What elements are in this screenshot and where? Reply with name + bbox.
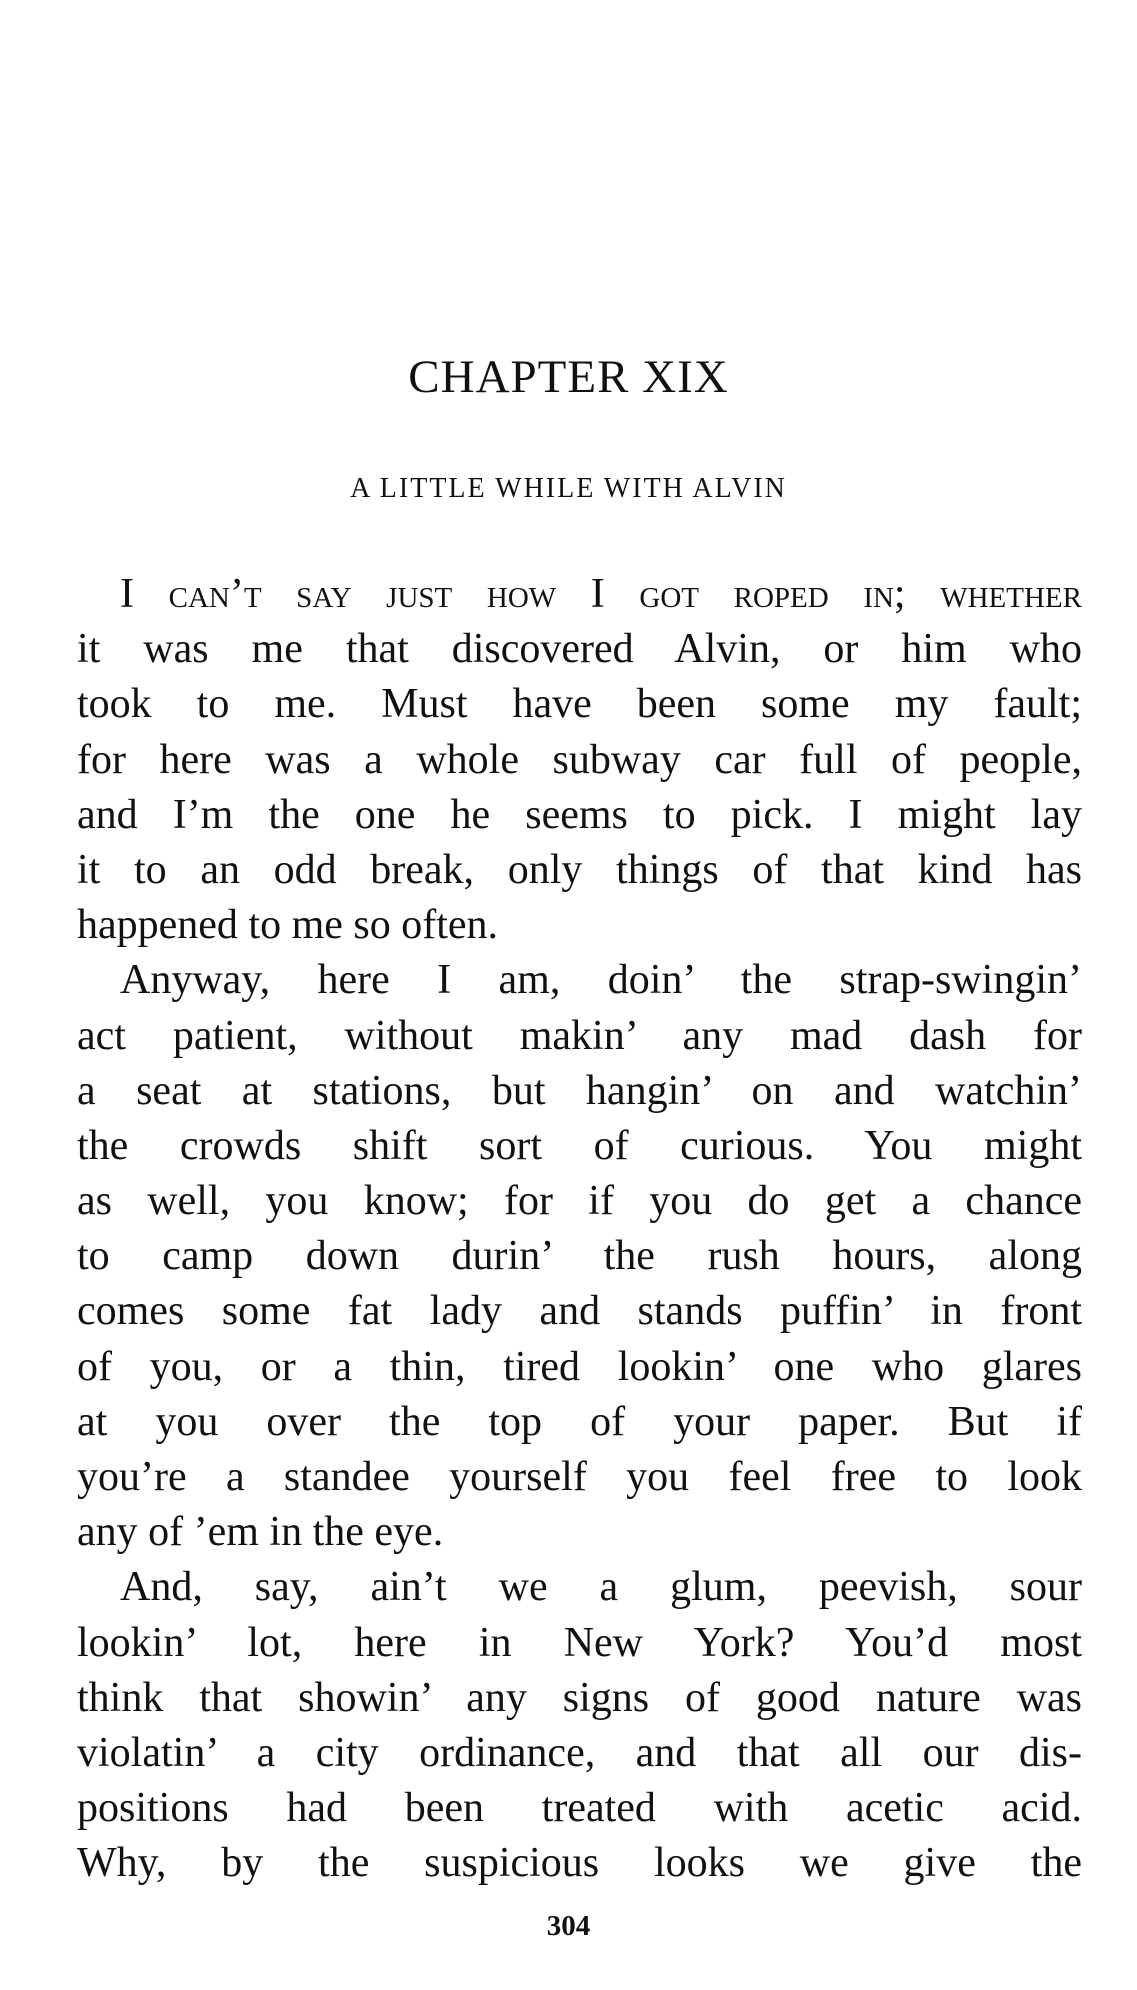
chapter-subtitle: A LITTLE WHILE WITH ALVIN [350,473,787,504]
text-line: Why, by the suspicious looks we give the [77,1840,1082,1887]
text-line: Anyway, here I am, doin’ the strap-swingin’ [120,957,1082,1004]
text-line: I can’t say just how I got roped in; whether [120,571,1082,617]
text-line: happened to me so often. [77,902,499,949]
text-line: it to an odd break, only things of that kind has [77,846,1082,893]
text-line: act patient, without makin’ any mad dash for [77,1012,1082,1059]
text-line: And, say, ain’t we a glum, peevish, sour [120,1564,1082,1611]
text-line: a seat at stations, but hangin’ on and watchin’ [77,1067,1082,1114]
text-line: took to me. Must have been some my fault; [77,681,1082,728]
text-line: you’re a standee yourself you feel free to look [77,1454,1082,1500]
paragraph [77,567,1082,953]
text-line: think that showin’ any signs of good nature was [77,1674,1082,1721]
text-line: comes some fat lady and stands puffin’ in front [77,1288,1082,1335]
chapter-title: CHAPTER XIX [408,351,729,403]
paragraph [77,953,1082,1560]
paragraph [77,1560,1082,1891]
text-line: the crowds shift sort of curious. You might [77,1122,1082,1169]
text-line: violatin’ a city ordinance, and that all our dis- [77,1729,1082,1776]
text-line: it was me that discovered Alvin, or him who [77,626,1082,673]
text-line: lookin’ lot, here in New York? You’d most [77,1619,1082,1666]
text-line: to camp down durin’ the rush hours, along [77,1233,1082,1280]
text-line: positions had been treated with acetic acid. [77,1785,1082,1832]
text-line: at you over the top of your paper. But if [77,1398,1082,1445]
body-text [77,567,1082,1892]
text-line: any of ’em in the eye. [77,1509,444,1556]
page-number: 304 [546,1910,591,1942]
text-line: of you, or a thin, tired lookin’ one who glares [77,1343,1082,1390]
text-line: for here was a whole subway car full of people, [77,736,1082,783]
text-line: and I’m the one he seems to pick. I might lay [77,791,1082,838]
text-line: as well, you know; for if you do get a chance [77,1178,1082,1225]
